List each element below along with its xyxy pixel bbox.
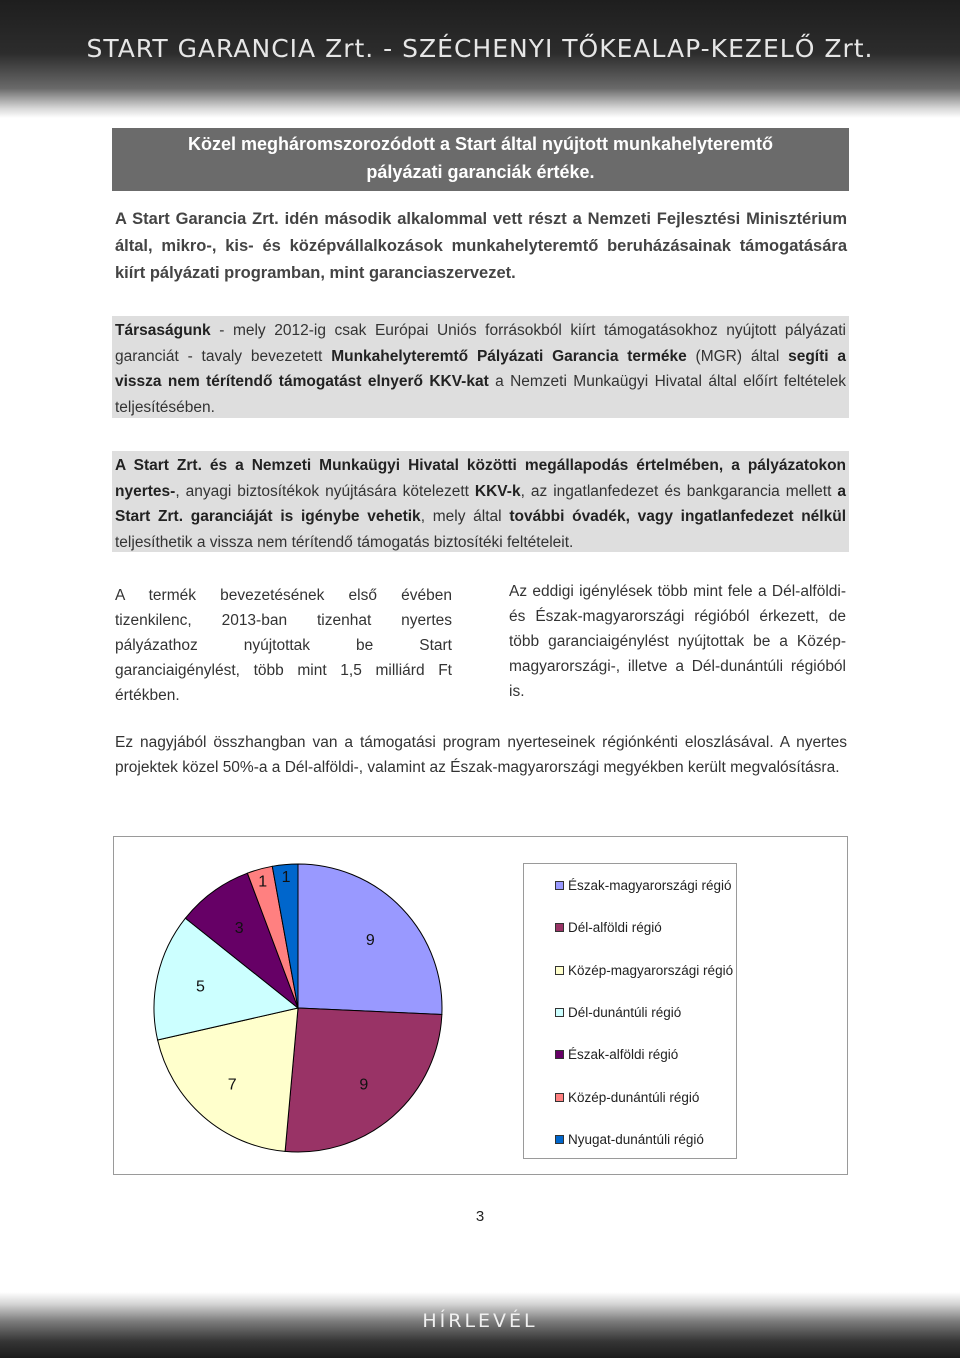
legend-swatch-6 — [555, 1093, 564, 1102]
pie-data-label-7: 1 — [281, 869, 291, 887]
info-box-2 — [112, 451, 849, 552]
box1-part-3: Munkahelyteremtő Pályázati Garancia terméke — [331, 347, 687, 365]
box2-part-8 — [183, 508, 191, 525]
footer-title: HÍRLEVÉL — [422, 1310, 538, 1332]
box2-part-10: , mely által — [420, 508, 510, 525]
headline-box — [112, 128, 849, 191]
box2-part-2: és a Nemzeti Munkaügyi Hivatal közötti megállapodás értelmében — [201, 457, 719, 474]
box1-part-5: segíti a vissza nem térítendő támogatást elnyerő KKV-kat — [115, 347, 846, 390]
legend-label-2: Dél-alföldi régió — [568, 920, 662, 936]
box2-part-5: KKV-k — [474, 482, 521, 500]
legend-item-5 — [568, 1047, 678, 1062]
pie-data-label-1: 9 — [365, 931, 375, 949]
box2-part-11: további óvadék, vagy ingatlanfedezet nélkül — [509, 508, 846, 525]
pie-chart — [114, 837, 514, 1174]
pie-data-label-5: 3 — [234, 920, 244, 938]
lead-paragraph: A Start Garancia Zrt. idén második alkalommal vett részt a Nemzeti Fejlesztési Minisztérium által, mikro-, kis- és középvállalkozások munkahelyteremtő beruházásainak támogatására kiírt pályázati programban, mint garanciaszervezet. — [115, 210, 847, 282]
pie-chart-frame — [113, 836, 848, 1175]
column-right-text: Az eddigi igénylések több mint fele a Dél-alföldi- és Észak-magyarországi régióból érkezett, de több garanciaigénylést nyújtottak be a Közép-magyarországi-, illetve a Dél-dunántúli régióból is. — [509, 583, 846, 700]
box2-part-4: , anyagi biztosítékok nyújtására kötelezett — [175, 482, 475, 500]
legend-label-5: Észak-alföldi régió — [568, 1047, 679, 1063]
header-title: START GARANCIA Zrt. - SZÉCHENYI TŐKEALAP-KEZELŐ Zrt. — [86, 34, 874, 63]
legend-label-6: Közép-dunántúli régió — [568, 1089, 700, 1105]
legend-swatch-5 — [555, 1050, 564, 1059]
legend-swatch-4 — [555, 1008, 564, 1017]
legend-label-3: Közép-magyarországi régió — [568, 962, 734, 978]
legend-item-7 — [568, 1132, 704, 1147]
legend-swatch-1 — [555, 881, 564, 890]
legend-swatch-3 — [555, 966, 564, 975]
pie-data-label-2: 9 — [359, 1076, 369, 1094]
box2-part-1: A Start Zrt. — [115, 457, 202, 474]
pie-data-label-6: 1 — [258, 873, 268, 891]
column-left-text: A termék bevezetésének első évében tizenkilenc, 2013-ban tizenhat nyertes pályázathoz nyújtottak be Start garanciaigénylést, több mint 1,5 milliárd Ft értékben. — [115, 587, 452, 704]
page-number: 3 — [475, 1208, 485, 1225]
legend-item-3 — [568, 963, 733, 978]
legend-item-1 — [568, 878, 732, 893]
box2-part-9: garanciáját is igénybe vehetik — [190, 508, 421, 525]
pie-data-label-3: 7 — [227, 1076, 237, 1094]
pie-data-label-4: 5 — [196, 978, 205, 996]
legend-label-4: Dél-dunántúli régió — [568, 1004, 682, 1020]
box1-part-2: - mely 2012-ig csak Európai Uniós forrásokból kiírt támogatásokhoz nyújtott pályázati garanciát - tavaly bevezetett — [115, 322, 846, 365]
legend-item-4 — [568, 1005, 681, 1020]
headline-line-2: pályázati garanciák értéke. — [366, 162, 595, 182]
legend-label-1: Észak-magyarországi régió — [568, 878, 732, 893]
box1-part-6: a Nemzeti Munkaügyi Hivatal által előírt feltételek teljesítésében. — [115, 373, 846, 416]
info-box-1 — [112, 316, 849, 418]
legend-swatch-7 — [555, 1135, 564, 1144]
legend-label-7: Nyugat-dunántúli régió — [568, 1131, 704, 1147]
box2-part-3: , a pályázatokon nyertes- — [115, 457, 847, 500]
box2-part-12: teljesíthetik a vissza nem térítendő támogatás biztosítéki feltételeit. — [115, 533, 574, 551]
legend-swatch-2 — [555, 923, 564, 932]
chart-legend — [523, 863, 737, 1159]
legend-item-6 — [568, 1090, 699, 1105]
summary-paragraph: Ez nagyjából összhangban van a támogatási program nyerteseinek régiónkénti eloszlásával. A nyertes projektek közel 50%-a a Dél-alföldi-, valamint az Észak-magyarországi megyékben került megvalósításra. — [115, 734, 847, 776]
box2-part-6: , az ingatlanfedezet és bankgarancia mellett — [520, 482, 838, 500]
box1-part-4: (MGR) által — [686, 347, 789, 365]
box2-part-7: a Start Zrt. — [115, 482, 847, 525]
headline-line-1: Közel megháromszorozódott a Start által nyújtott munkahelyteremtő — [187, 134, 774, 154]
legend-item-2 — [568, 920, 662, 935]
box1-part-1: Társaságunk — [115, 322, 211, 339]
